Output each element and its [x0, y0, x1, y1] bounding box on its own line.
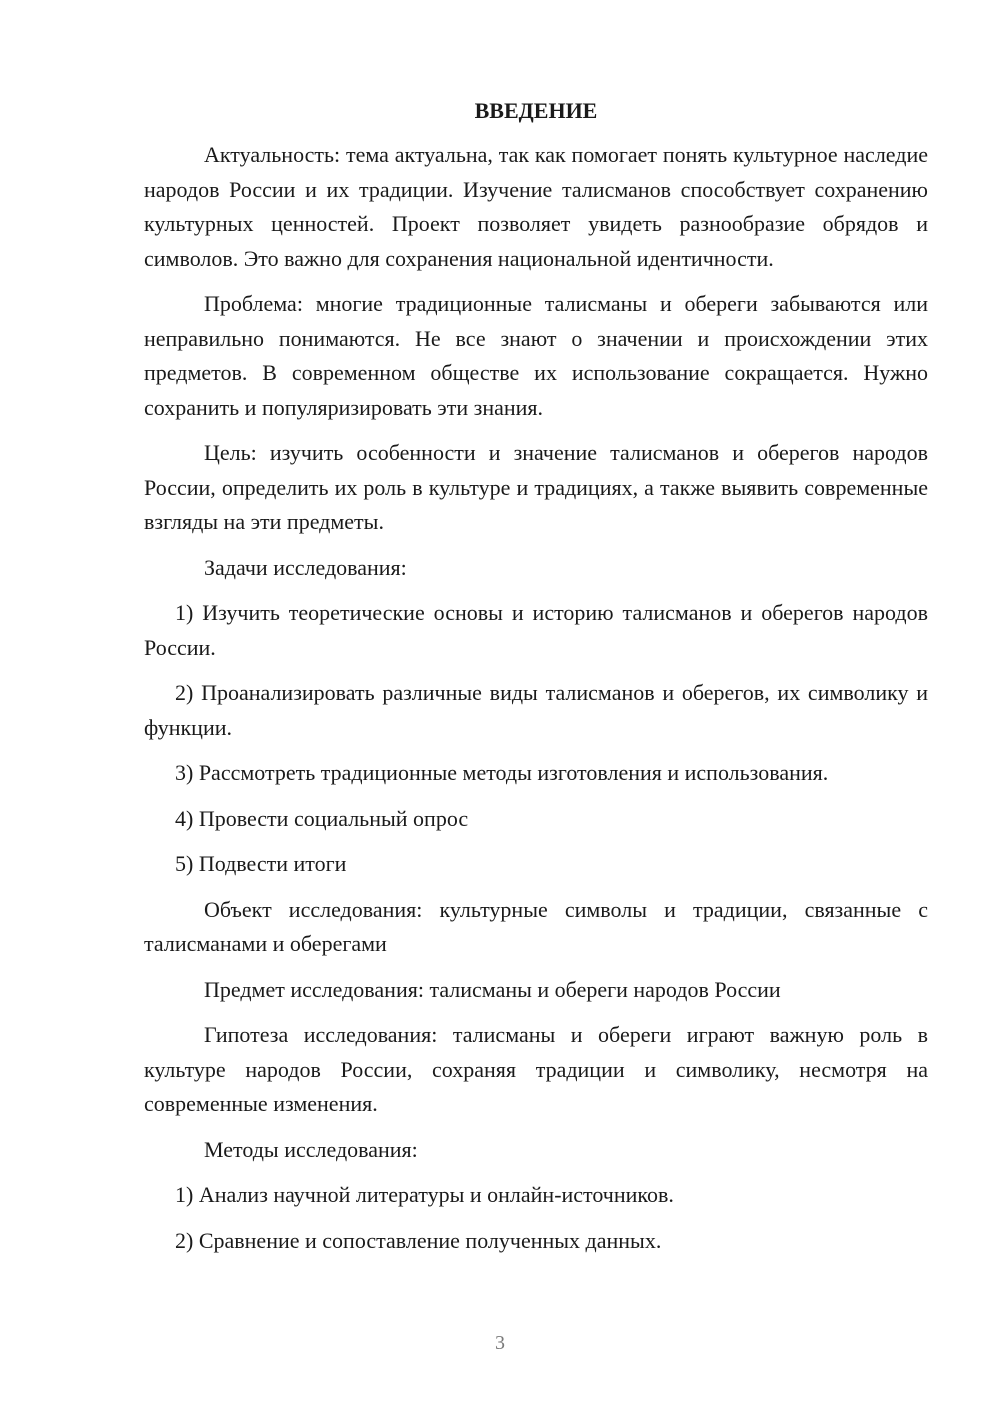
task-item: 5) Подвести итоги: [175, 851, 347, 876]
task-item: 4) Провести социальный опрос: [175, 805, 469, 831]
document-page: [144, 96, 928, 1269]
task-item: 2) Проанализировать различные виды талисманов и оберегов, их символику и функции.: [144, 680, 928, 740]
hypothesis-paragraph: Гипотеза исследования: талисманы и обереги играют важную роль в культуре народов России, сохраняя традиции и символику, несмотря на современные изменения.: [144, 1022, 928, 1116]
object-paragraph: Объект исследования: культурные символы и традиции, связанные с талисманами и оберегами: [144, 896, 928, 956]
subject-paragraph: Предмет исследования: талисманы и обереги народов России: [204, 976, 781, 1002]
relevance-paragraph: Актуальность: тема актуальна, так как помогает понять культурное наследие народов России и их традиции. Изучение талисманов способствует сохранению культурных ценностей. Проект позволяет увидеть разнообразие обрядов и символов. Это важно для сохранения национальной идентичности.: [144, 142, 928, 271]
tasks-title: Задачи исследования:: [204, 554, 407, 580]
task-item: 3) Рассмотреть традиционные методы изготовления и использования.: [175, 760, 829, 785]
section-heading: ВВЕДЕНИЕ: [474, 98, 598, 123]
page-number: 3: [495, 1332, 505, 1354]
method-item: 2) Сравнение и сопоставление полученных данных.: [175, 1227, 662, 1253]
method-item: 1) Анализ научной литературы и онлайн-источников.: [175, 1182, 674, 1207]
task-item: 1) Изучить теоретические основы и историю талисманов и оберегов народов России.: [144, 600, 928, 660]
problem-paragraph: Проблема: многие традиционные талисманы и обереги забываются или неправильно понимаются. Не все знают о значении и происхождении этих предметов. В современном обществе их использование сокращается. Нужно сохранить и популяризировать эти знания.: [144, 291, 928, 420]
goal-paragraph: Цель: изучить особенности и значение талисманов и оберегов народов России, определить их роль в культуре и традициях, а также выявить современные взгляды на эти предметы.: [144, 440, 928, 534]
methods-title: Методы исследования:: [204, 1136, 418, 1162]
